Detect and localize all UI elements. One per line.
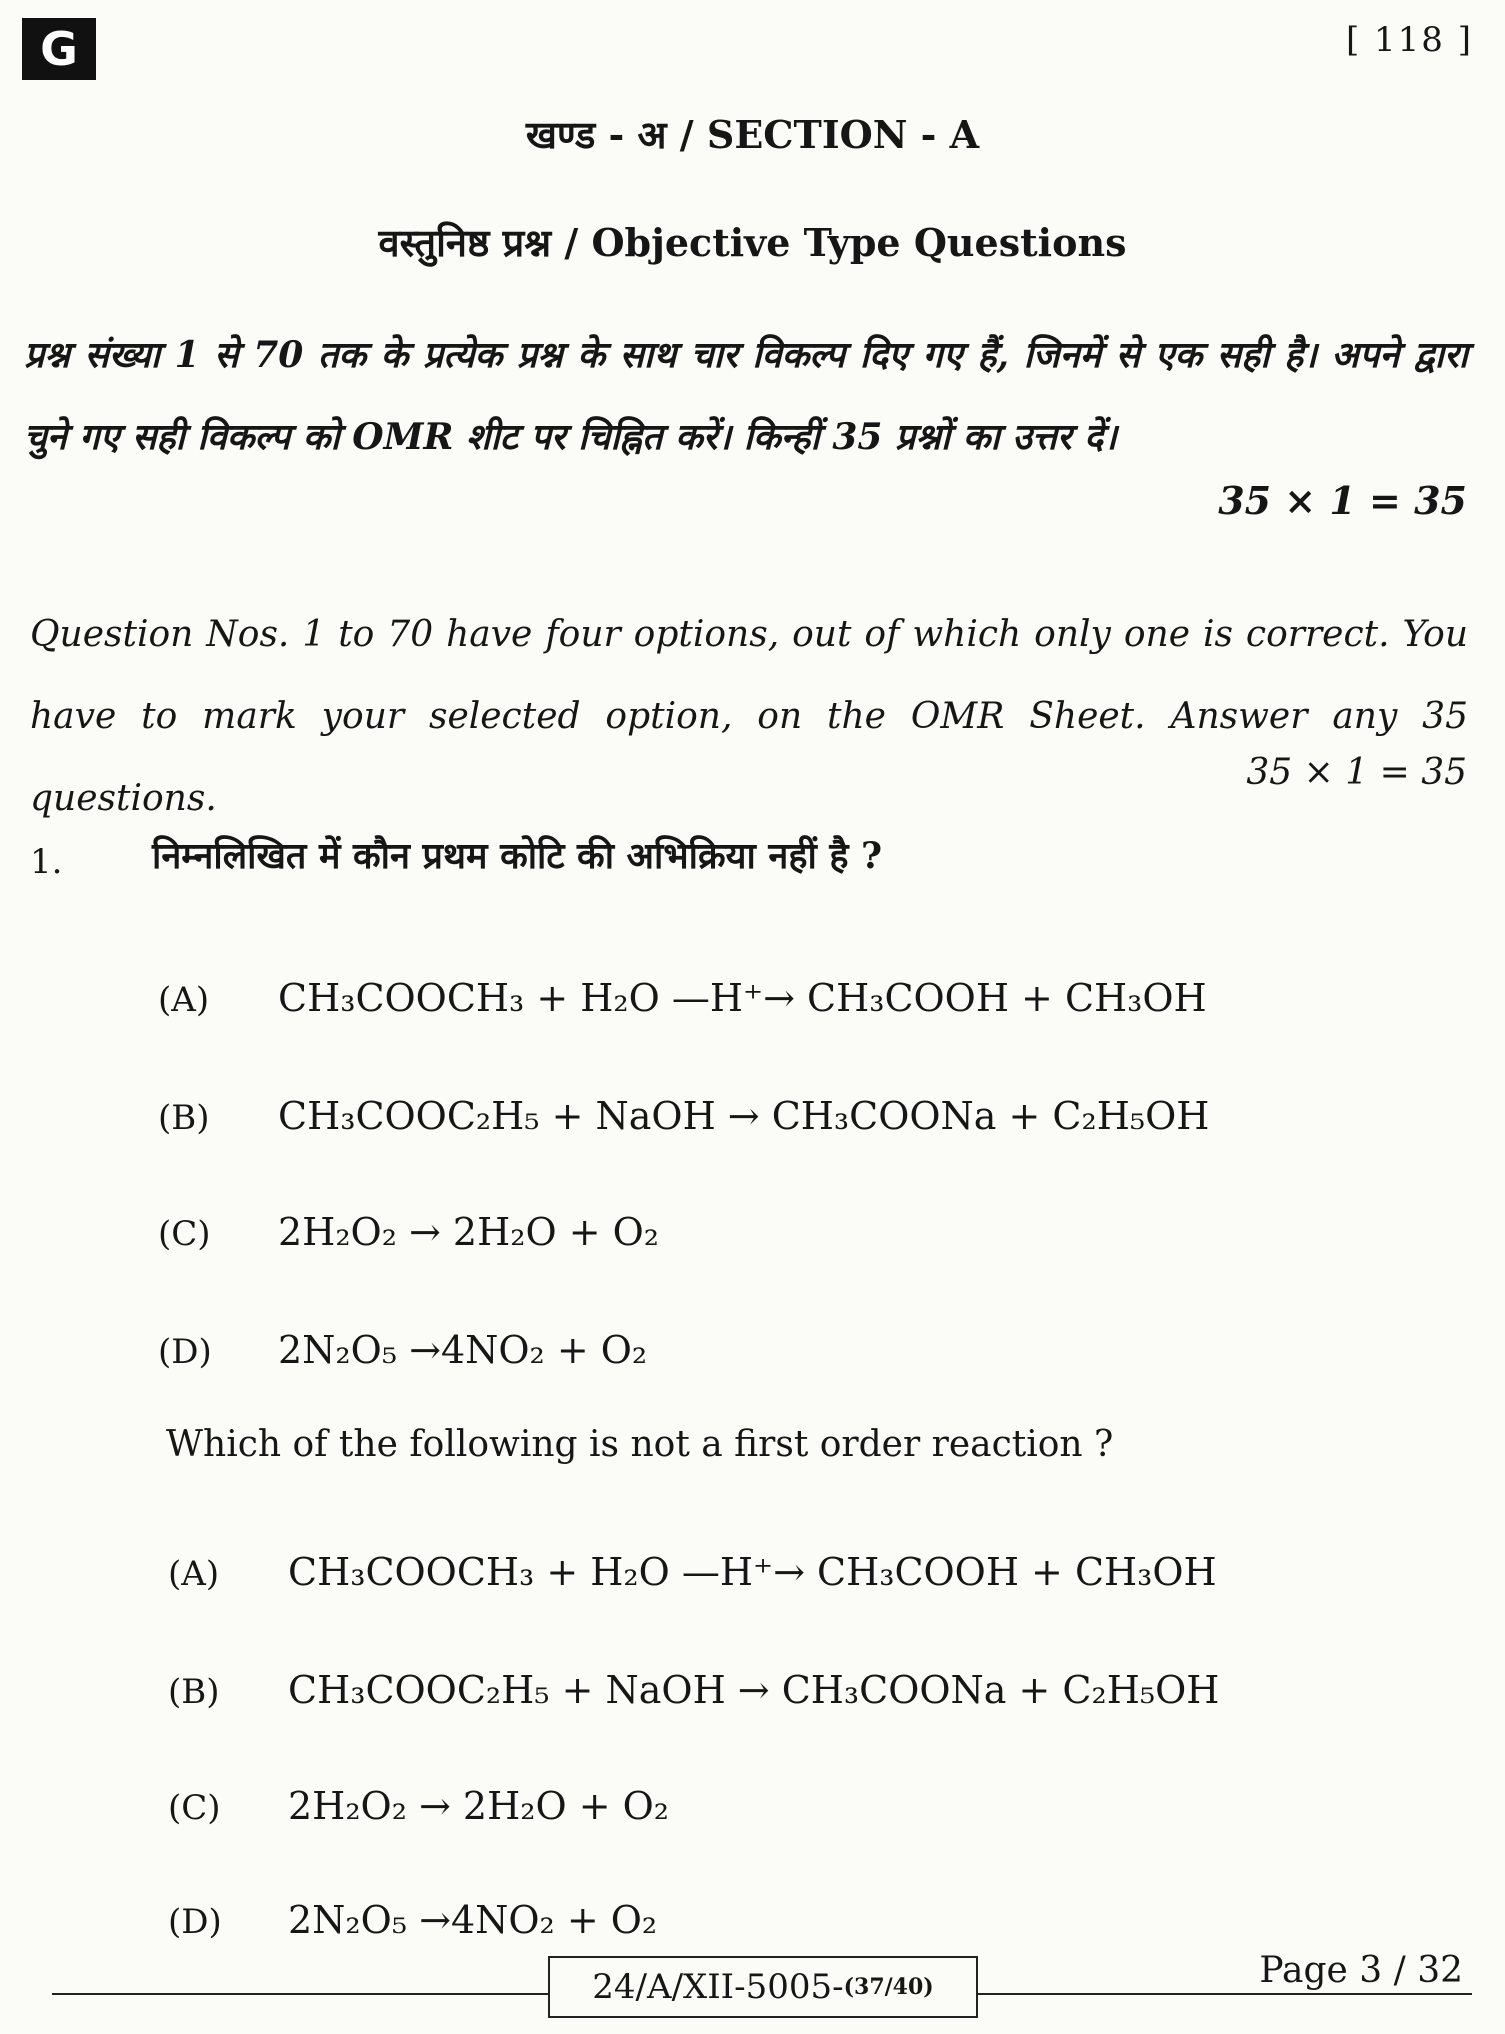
- option-label: (C): [168, 1788, 221, 1828]
- option-label: (B): [168, 1672, 220, 1712]
- question-text-english: Which of the following is not a first order reaction ?: [166, 1424, 1114, 1465]
- option-equation: CH₃COOC₂H₅ + NaOH → CH₃COONa + C₂H₅OH: [278, 1094, 1210, 1138]
- option-d-english: [168, 1898, 657, 1942]
- option-equation: CH₃COOCH₃ + H₂O —H⁺→ CH₃COOH + CH₃OH: [288, 1550, 1217, 1594]
- option-b-hindi: [158, 1094, 1209, 1138]
- footer-code-suffix: (37/40): [843, 1974, 934, 2000]
- page-number: Page 3 / 32: [1259, 1950, 1463, 1991]
- option-label: (D): [158, 1332, 212, 1372]
- footer-paper-code: [548, 1956, 978, 2018]
- option-equation: 2H₂O₂ → 2H₂O + O₂: [278, 1210, 660, 1254]
- paper-code: [ 118 ]: [1345, 20, 1473, 60]
- option-equation: CH₃COOC₂H₅ + NaOH → CH₃COONa + C₂H₅OH: [288, 1668, 1220, 1712]
- option-d-hindi: [158, 1328, 647, 1372]
- option-label: (C): [158, 1214, 211, 1254]
- option-label: (A): [158, 980, 210, 1020]
- marks-hindi: 35 × 1 = 35: [1218, 478, 1467, 523]
- option-label: (A): [168, 1554, 220, 1594]
- instructions-english: Question Nos. 1 to 70 have four options, out of which only one is correct. You have to mark your selected option, on the OMR Sheet. Answer any 35 questions.: [30, 614, 1468, 819]
- option-equation: 2N₂O₅ →4NO₂ + O₂: [278, 1328, 648, 1372]
- option-equation: 2H₂O₂ → 2H₂O + O₂: [288, 1784, 670, 1828]
- option-c-hindi: [158, 1210, 659, 1254]
- option-label: (B): [158, 1098, 210, 1138]
- question-number: 1.: [30, 842, 63, 882]
- option-c-english: [168, 1784, 669, 1828]
- footer-code-main: 24/A/XII-5005-: [592, 1967, 844, 2007]
- option-equation: CH₃COOCH₃ + H₂O —H⁺→ CH₃COOH + CH₃OH: [278, 976, 1207, 1020]
- option-label: (D): [168, 1902, 222, 1942]
- option-equation: 2N₂O₅ →4NO₂ + O₂: [288, 1898, 658, 1942]
- question-text-hindi: निम्नलिखित में कौन प्रथम कोटि की अभिक्रिया नहीं है ?: [152, 835, 883, 877]
- option-b-english: [168, 1668, 1219, 1712]
- instructions-hindi: प्रश्न संख्या 1 से 70 तक के प्रत्येक प्रश्न के साथ चार विकल्प दिए गए हैं, जिनमें से एक सही है। अपने द्वारा चुने गए सही विकल्प को OMR शीट पर चिह्नित करें। किन्हीं 35 प्रश्नों का उत्तर दें।: [24, 334, 1468, 458]
- section-subtitle: वस्तुनिष्ठ प्रश्न / Objective Type Questions: [378, 220, 1127, 265]
- set-badge: G: [22, 18, 96, 80]
- section-title: खण्ड - अ / SECTION - A: [525, 112, 980, 157]
- option-a-english: [168, 1550, 1217, 1594]
- option-a-hindi: [158, 976, 1207, 1020]
- marks-english: 35 × 1 = 35: [1246, 752, 1467, 793]
